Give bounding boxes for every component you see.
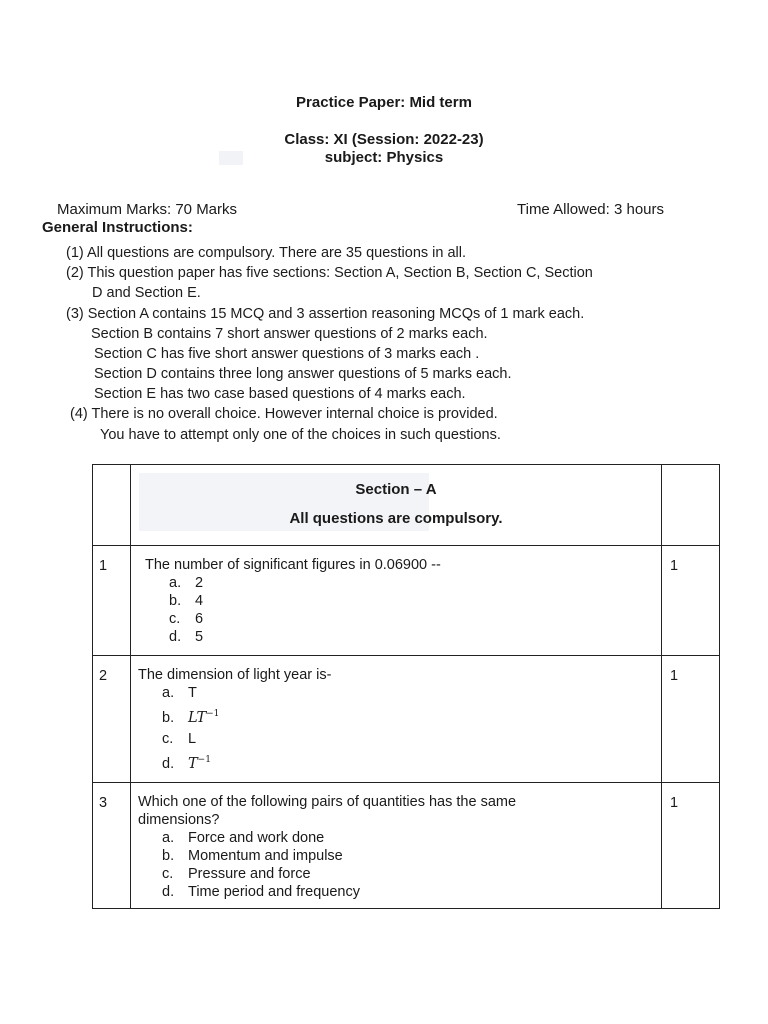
option-item xyxy=(162,748,655,776)
option-letter: c. xyxy=(162,730,174,747)
table-row xyxy=(93,782,720,908)
question-number: 2 xyxy=(93,656,131,783)
option-item xyxy=(169,628,655,646)
option-text: 6 xyxy=(195,611,204,627)
instruction-line: (2) This question paper has five sections: Section A, Section B, Section C, Section xyxy=(66,265,593,281)
instruction-line: Section C has five short answer questions of 3 marks each . xyxy=(94,346,480,362)
instruction-line: Section D contains three long answer questions of 5 marks each. xyxy=(94,366,512,382)
formula-base: LT xyxy=(188,709,207,726)
option-item xyxy=(169,574,655,592)
option-letter: d. xyxy=(162,883,175,900)
option-item xyxy=(162,684,655,702)
option-item xyxy=(162,865,655,883)
subject-line: subject: Physics xyxy=(324,149,444,166)
instruction-line: (4) There is no overall choice. However internal choice is provided. xyxy=(70,406,498,422)
option-text: 5 xyxy=(195,629,204,645)
question-marks: 1 xyxy=(662,546,720,656)
formula-exponent: −1 xyxy=(206,709,220,719)
option-text: 2 xyxy=(195,575,204,591)
option-letter: a. xyxy=(162,829,175,846)
formula-exponent: −1 xyxy=(197,754,211,765)
instruction-line: Section E has two case based questions of 4 marks each. xyxy=(94,386,466,402)
option-item xyxy=(162,829,655,847)
class-session-line: Class: XI (Session: 2022-23) xyxy=(284,131,484,148)
option-letter: d. xyxy=(162,755,175,772)
options-list xyxy=(145,574,655,646)
option-text: Time period and frequency xyxy=(188,883,360,900)
time-allowed: Time Allowed: 3 hours xyxy=(517,201,665,218)
general-instructions-heading: General Instructions: xyxy=(42,219,193,236)
question-text: Which one of the following pairs of quantities has the same dimensions? xyxy=(138,793,517,828)
option-letter: a. xyxy=(162,685,175,701)
option-letter: a. xyxy=(169,575,182,591)
option-item xyxy=(162,730,655,748)
option-item xyxy=(162,847,655,865)
option-item xyxy=(162,702,655,730)
instruction-line: (3) Section A contains 15 MCQ and 3 assertion reasoning MCQs of 1 mark each. xyxy=(66,306,585,322)
question-body xyxy=(131,656,662,783)
instruction-line: You have to attempt only one of the choices in such questions. xyxy=(100,427,501,443)
option-text: Force and work done xyxy=(188,829,325,846)
question-marks: 1 xyxy=(662,656,720,783)
option-text: L xyxy=(188,730,197,747)
option-text: 4 xyxy=(195,593,204,609)
section-header-row xyxy=(93,465,720,546)
option-letter: b. xyxy=(162,709,175,726)
maximum-marks: Maximum Marks: 70 Marks xyxy=(57,201,238,218)
option-letter: b. xyxy=(162,847,175,864)
option-letter: d. xyxy=(169,629,182,645)
paper-title: Practice Paper: Mid term xyxy=(296,94,472,111)
section-header-cell xyxy=(131,465,662,546)
table-cell xyxy=(93,465,131,546)
question-number: 3 xyxy=(93,782,131,908)
table-row xyxy=(93,656,720,783)
table-cell xyxy=(662,465,720,546)
section-title: Section – A xyxy=(355,481,437,498)
option-letter: b. xyxy=(169,593,182,609)
options-list xyxy=(138,829,655,901)
instruction-line: Section B contains 7 short answer questions of 2 marks each. xyxy=(91,326,488,342)
formula-base: T xyxy=(188,755,198,772)
option-item xyxy=(169,592,655,610)
question-marks: 1 xyxy=(662,782,720,908)
options-list xyxy=(138,684,655,776)
option-text: Pressure and force xyxy=(188,865,311,882)
option-text: Momentum and impulse xyxy=(188,847,343,864)
question-number: 1 xyxy=(93,546,131,656)
question-body xyxy=(131,782,662,908)
question-text: The dimension of light year is- xyxy=(138,667,332,683)
option-letter: c. xyxy=(162,865,174,882)
question-body xyxy=(131,546,662,656)
instruction-line: D and Section E. xyxy=(92,285,201,301)
option-formula xyxy=(188,756,211,772)
option-item xyxy=(162,883,655,901)
option-letter: c. xyxy=(169,611,181,627)
option-formula xyxy=(188,710,219,726)
question-text: The number of significant figures in 0.06900 -- xyxy=(145,557,441,573)
option-item xyxy=(169,610,655,628)
instruction-line: (1) All questions are compulsory. There are 35 questions in all. xyxy=(66,245,467,261)
section-subtitle: All questions are compulsory. xyxy=(289,510,503,527)
option-text: T xyxy=(188,685,197,701)
table-row xyxy=(93,546,720,656)
questions-table xyxy=(92,464,720,909)
